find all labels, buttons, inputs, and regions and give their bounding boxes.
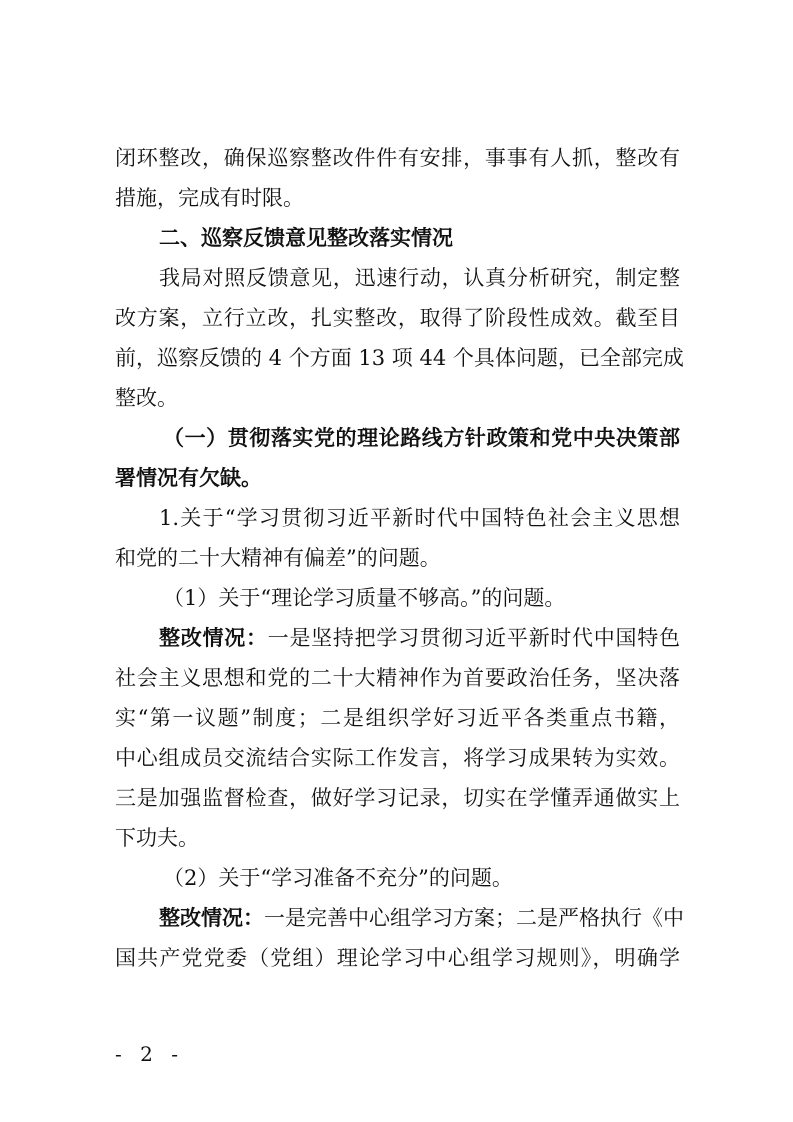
rectification-text: 一是坚持把学习贯彻习近平新时代中国特色 (267, 626, 681, 650)
body-line: 措施，完成有时限。 (115, 186, 304, 210)
item-heading: 1.关于“学习贯彻习近平新时代中国特色社会主义思想 (159, 506, 680, 530)
section-heading: 二、巡察反馈意见整改落实情况 (159, 225, 453, 250)
subsection-heading-cont: 署情况有欠缺。 (115, 465, 262, 490)
body-line: 闭环整改，确保巡察整改件件有安排，事事有人抓，整改有 (115, 146, 680, 170)
body-line: 整改。 (115, 386, 178, 410)
body-line: 实“第一议题”制度；二是组织学好习近平各类重点书籍， (115, 706, 680, 730)
rectification-text: 一是完善中心组学习方案；二是严格执行《中 (264, 906, 684, 930)
body-line: 国共产党党委（党组）理论学习中心组学习规则》，明确学 (115, 946, 680, 970)
body-line: 下功夫。 (115, 826, 199, 850)
body-line: 改方案，立行立改，扎实整改，取得了阶段性成效。截至目 (115, 306, 680, 330)
body-line: 社会主义思想和党的二十大精神作为首要政治任务，坚决落 (115, 666, 680, 690)
rectification-line (115, 618, 680, 658)
page-number: - 2 - (115, 1042, 184, 1066)
rectification-label: 整改情况： (159, 905, 264, 930)
subsection-heading: （一）贯彻落实党的理论路线方针政策和党中央决策部 (163, 425, 680, 450)
sub-item-heading: （1）关于“理论学习质量不够高。”的问题。 (163, 586, 566, 610)
body-line: 前，巡察反馈的 4 个方面 13 项 44 个具体问题，已全部完成 (115, 346, 684, 370)
body-line: 我局对照反馈意见，迅速行动，认真分析研究，制定整 (159, 266, 680, 290)
item-heading-cont: 和党的二十大精神有偏差”的问题。 (115, 546, 441, 570)
rectification-line (115, 898, 684, 938)
rectification-label: 整改情况： (159, 625, 268, 650)
body-line: 三是加强监督检查，做好学习记录，切实在学懂弄通做实上 (115, 786, 680, 810)
body-line: 中心组成员交流结合实际工作发言，将学习成果转为实效。 (115, 746, 680, 770)
document-body (115, 138, 684, 978)
sub-item-heading: （2）关于“学习准备不充分”的问题。 (163, 866, 513, 890)
